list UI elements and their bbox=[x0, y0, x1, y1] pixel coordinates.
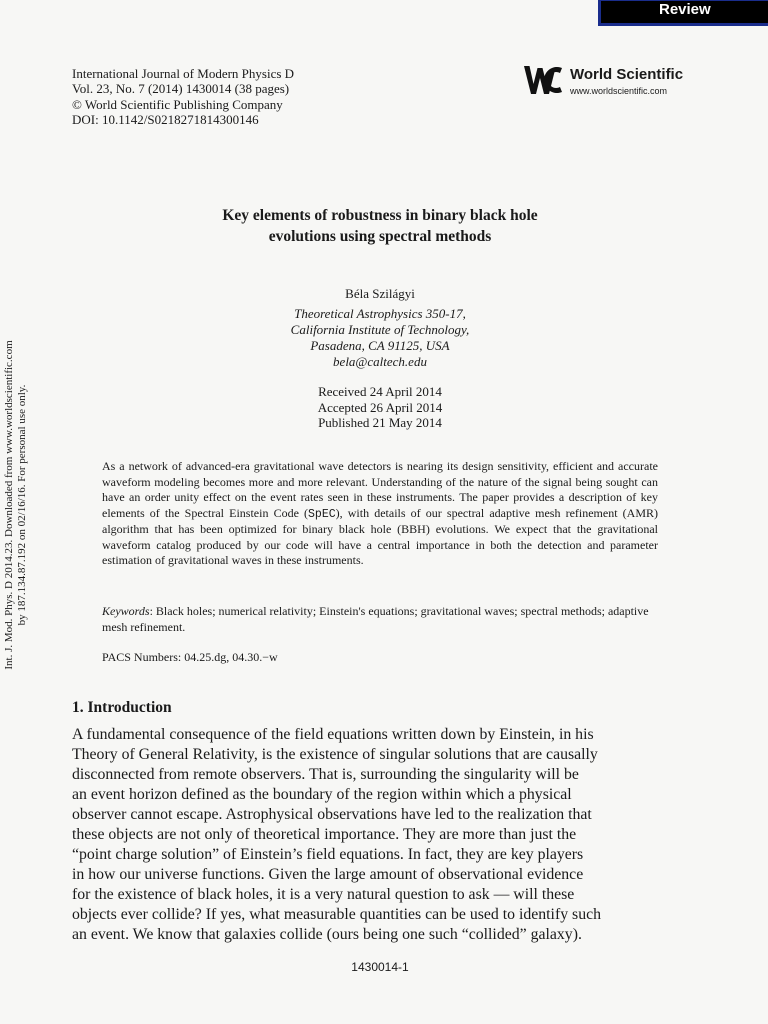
title-line: evolutions using spectral methods bbox=[268, 228, 492, 245]
publisher-logo bbox=[522, 62, 722, 102]
body-line: in how our universe functions. Given the large amount of observational evidence bbox=[72, 866, 584, 883]
introduction-text bbox=[72, 725, 688, 945]
abstract-text: ), with details of our spectral adaptive mesh refinement (AMR) algorithm that has been optimized for binary black hole (BBH) evolutions. We expect that the gravitational waveform catalog produced by our code will have a central importance in both the detection and parameter estimation of gravitational waves in these instruments. bbox=[102, 505, 658, 567]
journal-volume: Vol. 23, No. 7 (2014) 1430014 (38 pages) bbox=[72, 81, 290, 97]
title-line: Key elements of robustness in binary black hole bbox=[222, 207, 538, 224]
review-tag: Review bbox=[598, 0, 768, 26]
page-number: 1430014-1 bbox=[351, 960, 409, 974]
journal-doi: DOI: 10.1142/S0218271814300146 bbox=[72, 112, 259, 128]
accepted-date: Accepted 26 April 2014 bbox=[317, 399, 443, 415]
section-heading: 1. Introduction bbox=[72, 699, 172, 716]
body-line: Theory of General Relativity, is the existence of singular solutions that are causally bbox=[72, 746, 598, 763]
journal-info bbox=[72, 66, 294, 128]
download-notice-line: Int. J. Mod. Phys. D 2014.23. Downloaded from www.worldscientific.com bbox=[3, 340, 15, 670]
world-scientific-logo-icon bbox=[522, 62, 568, 98]
abstract-code-name: SpEC bbox=[308, 507, 336, 521]
logo-name: World Scientific bbox=[570, 66, 684, 83]
paper-title bbox=[72, 205, 688, 247]
body-line: these objects are not only of theoretical importance. They are more than just the bbox=[72, 826, 577, 843]
pacs-numbers: PACS Numbers: 04.25.dg, 04.30.−w bbox=[102, 650, 278, 664]
body-line: an event horizon defined as the boundary of the region within which a physical bbox=[72, 786, 572, 803]
affiliation-line: Theoretical Astrophysics 350-17, bbox=[294, 306, 466, 321]
body-line: observer cannot escape. Astrophysical observations have led to the realization that bbox=[72, 806, 592, 823]
author-name: Béla Szilágyi bbox=[345, 286, 415, 301]
keywords bbox=[102, 604, 658, 635]
body-line: disconnected from remote observers. That is, surrounding the singularity will be bbox=[72, 766, 579, 783]
publication-dates bbox=[72, 384, 688, 431]
published-date: Published 21 May 2014 bbox=[318, 415, 442, 430]
author-email: bela@caltech.edu bbox=[333, 354, 427, 369]
download-notice bbox=[3, 320, 29, 690]
keywords-text: : Black holes; numerical relativity; Einstein's equations; gravitational waves; spectral methods; adaptive mesh refinement. bbox=[102, 604, 649, 634]
download-notice-line: by 187.134.87.192 on 02/16/16. For personal use only. bbox=[16, 384, 28, 626]
author-affiliation bbox=[72, 306, 688, 370]
body-line: objects ever collide? If yes, what measurable quantities can be used to identify such bbox=[72, 906, 602, 923]
affiliation-line: California Institute of Technology, bbox=[290, 322, 470, 337]
body-line: A fundamental consequence of the field equations written down by Einstein, in his bbox=[72, 726, 594, 743]
body-line: for the existence of black holes, it is a very natural question to ask — will these bbox=[72, 886, 575, 903]
abstract-text: As a network of advanced-era gravitational wave detectors is nearing its design sensitivity, efficient and accurate waveform modeling becomes more and more relevant. Understanding of the nature of the signal being sought can have an order unity effect on the event rates seen in these instruments. The paper provides a description of key elements of the Spectral Einstein Code ( bbox=[102, 459, 658, 520]
body-line: an event. We know that galaxies collide (ours being one such “collided” galaxy). bbox=[72, 926, 582, 943]
affiliation-line: Pasadena, CA 91125, USA bbox=[310, 338, 450, 353]
logo-url: www.worldscientific.com bbox=[570, 86, 668, 96]
abstract bbox=[102, 459, 658, 569]
body-line: “point charge solution” of Einstein’s field equations. In fact, they are key players bbox=[72, 846, 584, 863]
keywords-label: Keywords bbox=[102, 604, 150, 618]
received-date: Received 24 April 2014 bbox=[318, 384, 442, 399]
journal-copyright: © World Scientific Publishing Company bbox=[72, 96, 283, 112]
journal-name: International Journal of Modern Physics D bbox=[72, 66, 295, 81]
